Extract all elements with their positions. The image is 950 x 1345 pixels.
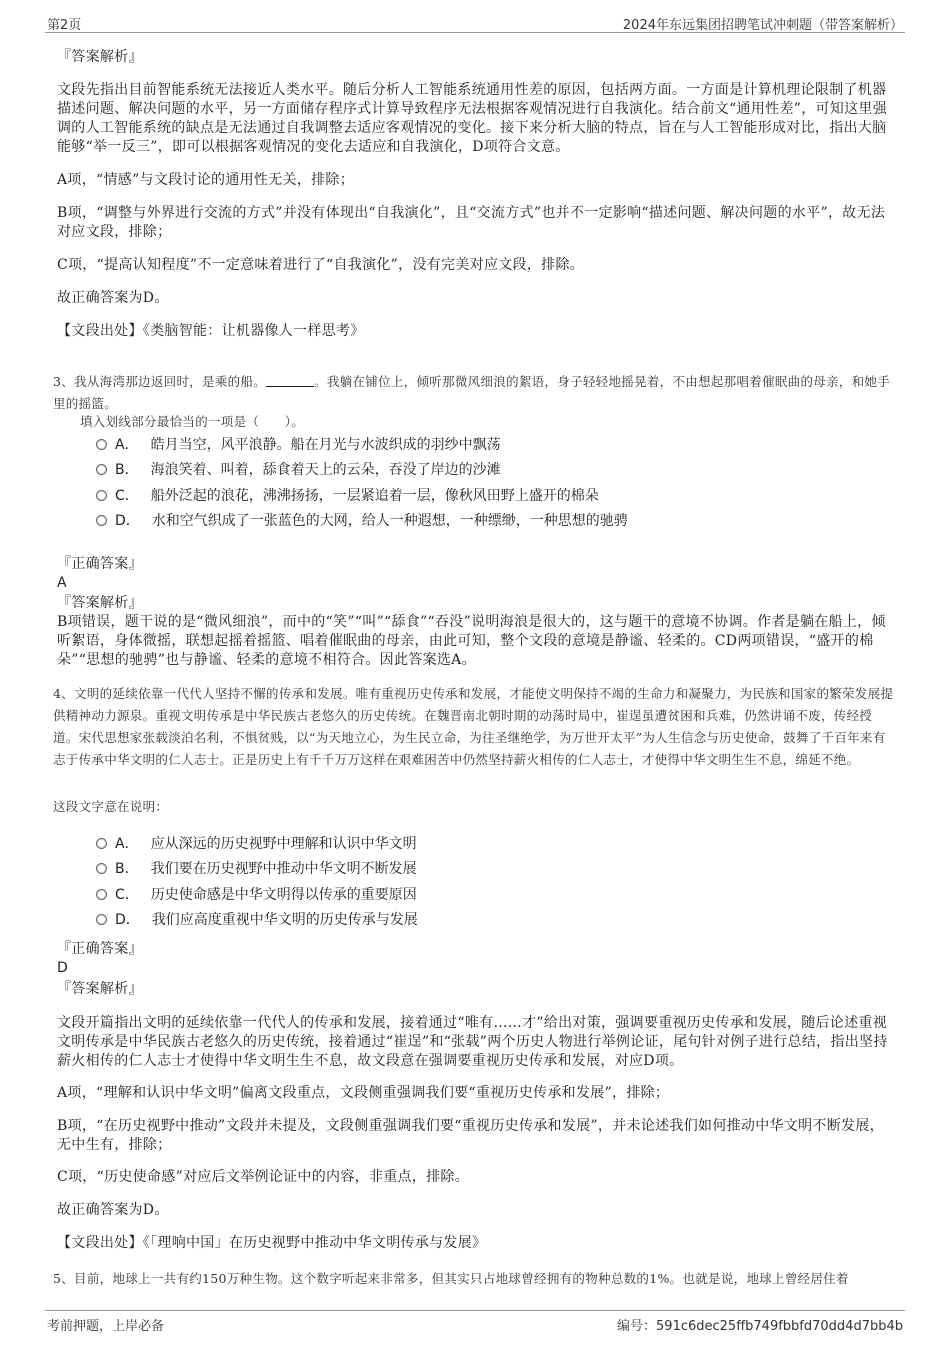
q4-option-a-text: 应从深远的历史视野中理解和认识中华文明 [150,836,417,852]
q4-option-a[interactable] [96,834,876,854]
q4-analysis-paragraph: 文段开篇指出文明的延续依靠一代代人的传承和发展，接着通过“唯有……才”给出对策，强调要重视历史传承和发展，随后论述重视文明传承是中华民族古老悠久的历史传统，接着通过“崔逞”和“张载”两个历史人物进行举例论证，尾句针对例子进行总结，指出坚持薪火相传的仁人志士才使得中华文明生生不息，故文段意在强调要重视历史传承和发展，对应D项。 [57,1015,888,1069]
q3-option-d-text: 水和空气织成了一张蓝色的大网，给人一种遐想，一种缥缈，一种思想的驰骋 [151,513,628,529]
radio-icon[interactable] [96,464,107,475]
q2-option-c-analysis: C项，“提高认知程度”不一定意味着进行了“自我演化”，没有完美对应文段，排除。 [57,257,585,273]
q4-option-d-text: 我们应高度重视中华文明的历史传承与发展 [151,912,418,928]
q3-stem [53,371,895,415]
q3-answer-label: 『正确答案』 [57,556,143,572]
page-header [45,12,905,33]
q4-option-a-analysis: A项，“理解和认识中华文明”偏离文段重点，文段侧重强调我们要“重视历史传承和发展”，排除； [57,1085,670,1101]
q4-option-c-analysis: C项，“历史使命感”对应后文举例论证中的内容，非重点，排除。 [57,1169,470,1185]
q3-option-c-text: 船外泛起的浪花，沸沸扬扬，一层紧追着一层，像秋风田野上盛开的棉朵 [150,488,599,504]
q3-option-a-letter: A． [115,437,139,453]
q2-conclusion: 故正确答案为D。 [57,290,169,306]
q3-analysis-label: 『答案解析』 [57,595,143,611]
q3-option-d[interactable] [96,511,876,531]
q3-analysis: B项错误，题干说的是“微风细浪”，而中的“笑”“叫”“舔食”“吞没”说明海浪是很大的，这与题干的意境不协调。作者是躺在船上，倾听絮语，身体微摇，联想起摇着摇篮、唱着催眠曲的母亲，由此可知，整个文段的意境是静谧、轻柔的。CD两项错误，“盛开的棉朵”“思想的驰骋”也与静谧、轻柔的意境不相符合。因此答案选A。 [57,614,886,668]
q2-option-a-analysis: A项，“情感”与文段讨论的通用性无关，排除； [57,172,355,188]
q3-option-a-text: 皓月当空，风平浪静。船在月光与水波织成的羽纱中飘荡 [150,437,501,453]
q4-answer: D [57,960,69,976]
q4-source: 【文段出处】《「理响中国」在历史视野中推动中华文明传承与发展》 [57,1235,487,1251]
q4-option-c-letter: C． [115,887,139,903]
q3-option-b[interactable] [96,460,876,480]
footer-code-value: 591c6dec25ffb749fbbfd70dd4d7bb4b [656,1319,903,1334]
q3-stem-part-a: 3、我从海湾那边返回时，是乘的船。 [53,374,267,389]
q2-option-b-analysis: B项，“调整与外界进行交流的方式”并没有体现出“自我演化”，且“交流方式”也并不一定影响“描述问题、解决问题的水平”，故无法对应文段，排除； [57,205,886,240]
q4-option-b[interactable] [96,859,876,879]
q4-option-d-letter: D． [115,912,140,928]
q4-option-b-text: 我们要在历史视野中推动中华文明不断发展 [150,861,417,877]
q2-analysis-paragraph: 文段先指出目前智能系统无法接近人类水平。随后分析人工智能系统通用性差的原因，包括两方面。一方面是计算机理论限制了机器描述问题、解决问题的水平，另一方面储存程序式计算导致程序无法根据客观情况进行自我演化。结合前文“通用性差”，可知这里强调的人工智能系统的缺点是无法通过自我调整去适应客观情况的变化。接下来分析大脑的特点，旨在与人工智能形成对比，指出大脑能够“举一反三”，即可以根据客观情况的变化去适应和自我演化，D项符合文意。 [57,82,888,155]
q3-blank [266,374,314,387]
page-number: 第2页 [47,18,82,33]
q3-option-c-letter: C． [115,488,139,504]
q4-stem: 4、文明的延续依靠一代代人坚持不懈的传承和发展。唯有重视历史传承和发展，才能使文明保持不竭的生命力和凝聚力，为民族和国家的繁荣发展提供精神动力源泉。重视文明传承是中华民族古老悠久的历史传统。在魏晋南北朝时期的动荡时局中，崔逞虽遭贫困和兵难，仍然讲诵不废，传经授道。宋代思想家张载淡泊名利，不惧贫贱，以“为天地立心，为生民立命，为往圣继绝学，为万世开太平”为人生信念与历史使命，鼓舞了千百年来有志于传承中华文明的仁人志士。正是历史上有千千万万这样在艰难困苦中仍然坚持薪火相传的仁人志士，才使得中华文明生生不息，绵延不绝。 [53,686,894,767]
q4-option-a-letter: A． [115,836,139,852]
q4-option-b-letter: B． [115,861,139,877]
q4-conclusion: 故正确答案为D。 [57,1202,169,1218]
q4-option-c[interactable] [96,885,876,905]
footer-slogan: 考前押题，上岸必备 [47,1319,165,1334]
q4-option-c-text: 历史使命感是中华文明得以传承的重要原因 [150,887,417,903]
footer-code-label: 编号： [617,1319,657,1334]
footer-code [617,1315,903,1334]
q3-stem-part-b: 。我躺在铺位上，倾听那微风细浪的絮语，身子轻轻地摇晃着，不由想起那唱着催眠曲的母亲，和她手里的摇篮。 [53,374,891,411]
q4-analysis-label: 『答案解析』 [57,981,143,997]
q4-answer-label: 『正确答案』 [57,941,143,957]
radio-icon[interactable] [96,863,107,874]
q5-stem: 5、目前，地球上一共有约150万种生物。这个数字听起来非常多，但其实只占地球曾经拥有的物种总数的1%。也就是说，地球上曾经居住着 [53,1271,849,1286]
q3-answer: A [57,575,67,591]
radio-icon[interactable] [96,889,107,900]
q3-option-b-text: 海浪笑着、叫着，舔食着天上的云朵，吞没了岸边的沙滩 [150,462,501,478]
page-footer [45,1310,905,1335]
q4-prompt: 这段文字意在说明： [53,799,169,814]
q2-analysis-label: 『答案解析』 [57,49,143,65]
q3-option-b-letter: B． [115,462,139,478]
radio-icon[interactable] [96,439,107,450]
radio-icon[interactable] [96,515,107,526]
q3-prompt: 填入划线部分最恰当的一项是（ ）。 [80,414,305,429]
q3-option-d-letter: D． [115,513,140,529]
document-title: 2024年东远集团招聘笔试冲刺题（带答案解析） [622,18,903,33]
radio-icon[interactable] [96,914,107,925]
radio-icon[interactable] [96,838,107,849]
q3-option-c[interactable] [96,486,876,506]
q2-source: 【文段出处】《类脑智能：让机器像人一样思考》 [57,323,365,339]
q4-option-b-analysis: B项，“在历史视野中推动”文段并未提及，文段侧重强调我们要“重视历史传承和发展”，并未论述我们如何推动中华文明不断发展，无中生有，排除； [57,1118,884,1153]
radio-icon[interactable] [96,490,107,501]
q4-option-d[interactable] [96,910,876,930]
q3-option-a[interactable] [96,435,876,455]
